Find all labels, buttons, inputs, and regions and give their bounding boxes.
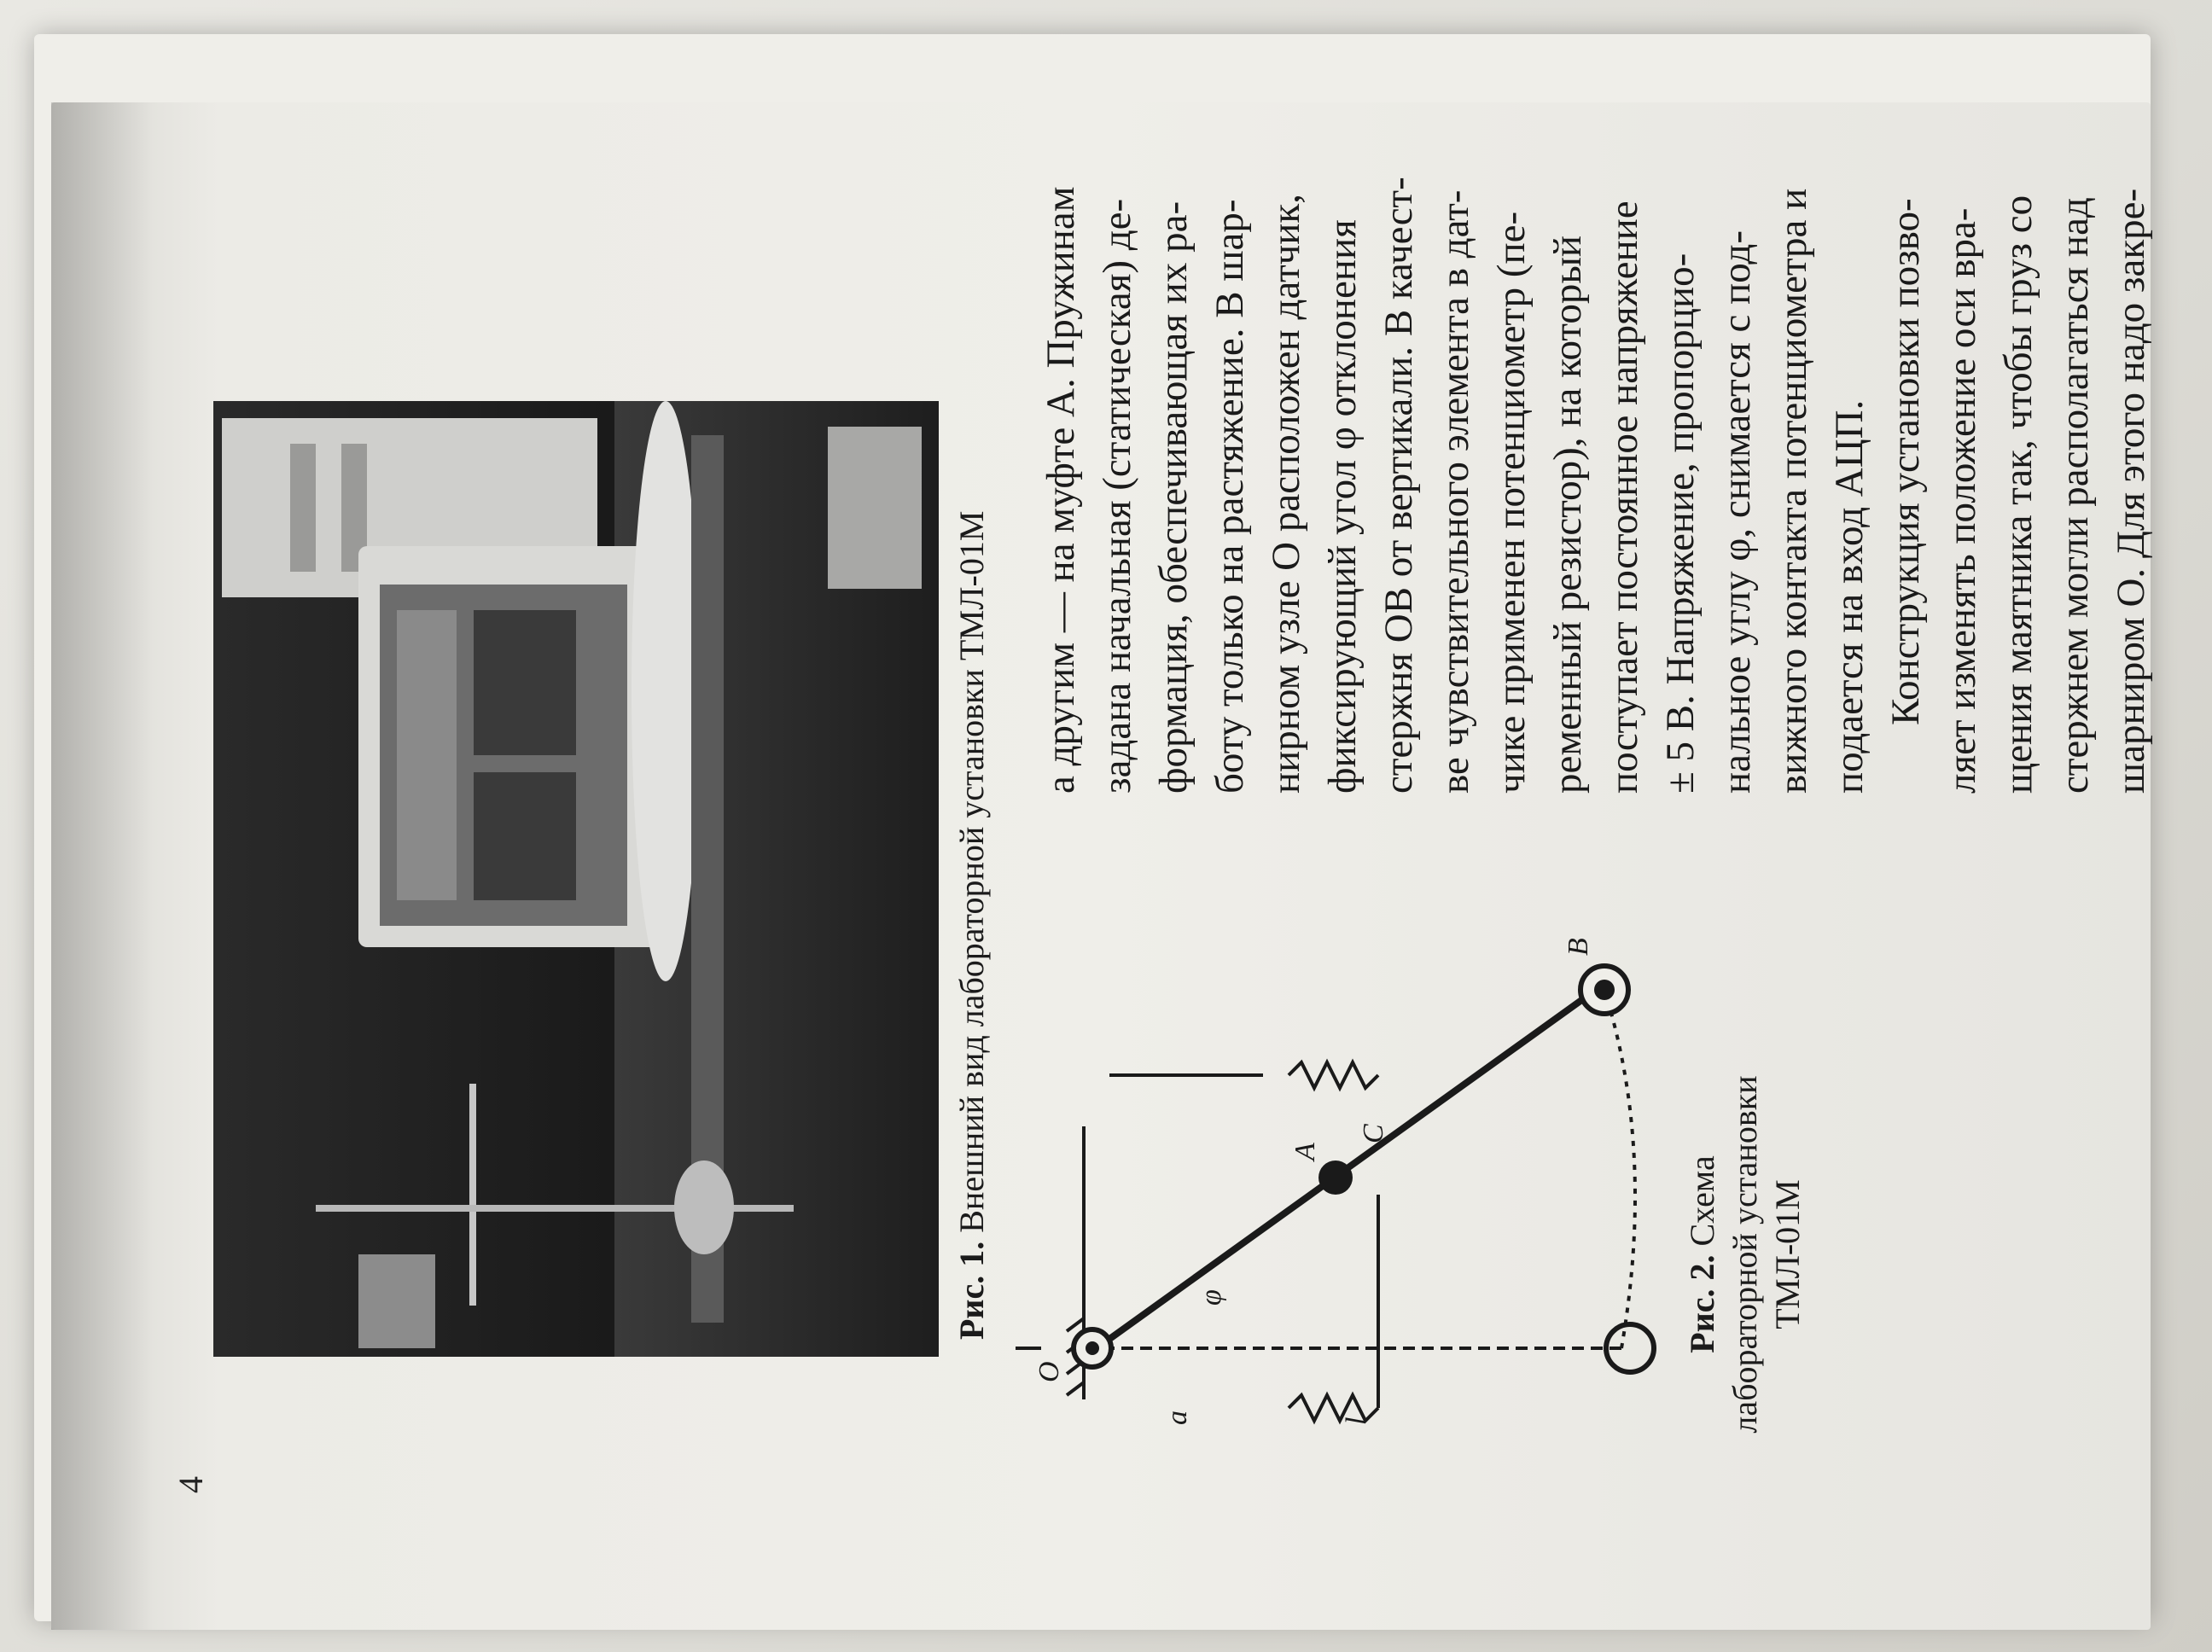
figure-1-photo — [213, 401, 939, 1357]
figure-1-caption: Рис. 1. Внешний вид лабораторной установки ТМЛ-01М — [952, 510, 991, 1340]
pendulum-weight — [358, 1254, 435, 1348]
page-content — [145, 177, 2153, 1510]
page-number: 4 — [172, 1476, 210, 1493]
crossbar — [469, 1084, 476, 1306]
text-line: чике применен потенциометр (пе- — [1489, 211, 1534, 794]
text-line: ляет изменять положение оси вра- — [1940, 207, 1984, 794]
figure-2-caption: Рис. 2. Схема лабораторной установки ТМЛ-01М — [1683, 1075, 1807, 1434]
text-line: подается на вход АЦП. — [1827, 399, 1871, 794]
text-line: фиксирующий угол φ отклонения — [1320, 219, 1365, 794]
label-c: C — [1358, 1124, 1389, 1143]
text-line: ве чувствительного элемента в дат- — [1433, 189, 1477, 794]
text-line: боту только на растяжение. В шар- — [1208, 199, 1252, 794]
text-line: поступает постоянное напряжение — [1602, 201, 1646, 794]
label-l-dim: l — [1341, 1416, 1372, 1425]
spine-shadow — [51, 102, 154, 1630]
spring-right — [1289, 1062, 1378, 1088]
text-line: задана начальная (статическая) де- — [1095, 198, 1139, 794]
sensor-base — [828, 427, 922, 589]
keyboard-tray — [632, 401, 700, 981]
figure-2-diagram — [1007, 819, 1673, 1434]
text-line: вижного контакта потенциометра и — [1771, 188, 1815, 794]
pendulum-disk — [674, 1160, 734, 1254]
text-line: стержнем могли располагаться над — [2052, 197, 2097, 794]
text-line: формация, обеспечивающая их ра- — [1151, 201, 1196, 794]
label-o: O — [1033, 1361, 1065, 1382]
pendulum-scheme — [1007, 819, 1673, 1434]
text-line: шарниром O. Для этого надо закре- — [2109, 188, 2153, 794]
text-line: а другим — на муфте A. Пружинам — [1039, 186, 1083, 794]
text-line: нальное углу φ, снимается с под- — [1714, 230, 1759, 794]
clutch-a — [1318, 1160, 1353, 1195]
text-line: ± 5 В. Напряжение, пропорцио- — [1658, 253, 1703, 794]
label-a: A — [1289, 1143, 1321, 1160]
swing-arc — [1604, 990, 1635, 1348]
text-line: ременный резистор), на который — [1545, 235, 1590, 794]
body-text — [1033, 0, 2159, 794]
text-line: щения маятника так, чтобы груз со — [1996, 195, 2040, 794]
text-line: стержня OB от вертикали. В качест- — [1377, 177, 1421, 794]
label-phi: φ — [1196, 1289, 1227, 1306]
text-line: Конструкция установки позво- — [1883, 198, 1928, 725]
label-b: B — [1563, 938, 1594, 956]
text-line: нирном узле O расположен датчик, — [1264, 193, 1308, 794]
label-a-dim: a — [1161, 1411, 1193, 1425]
monitor-screen — [380, 585, 627, 926]
